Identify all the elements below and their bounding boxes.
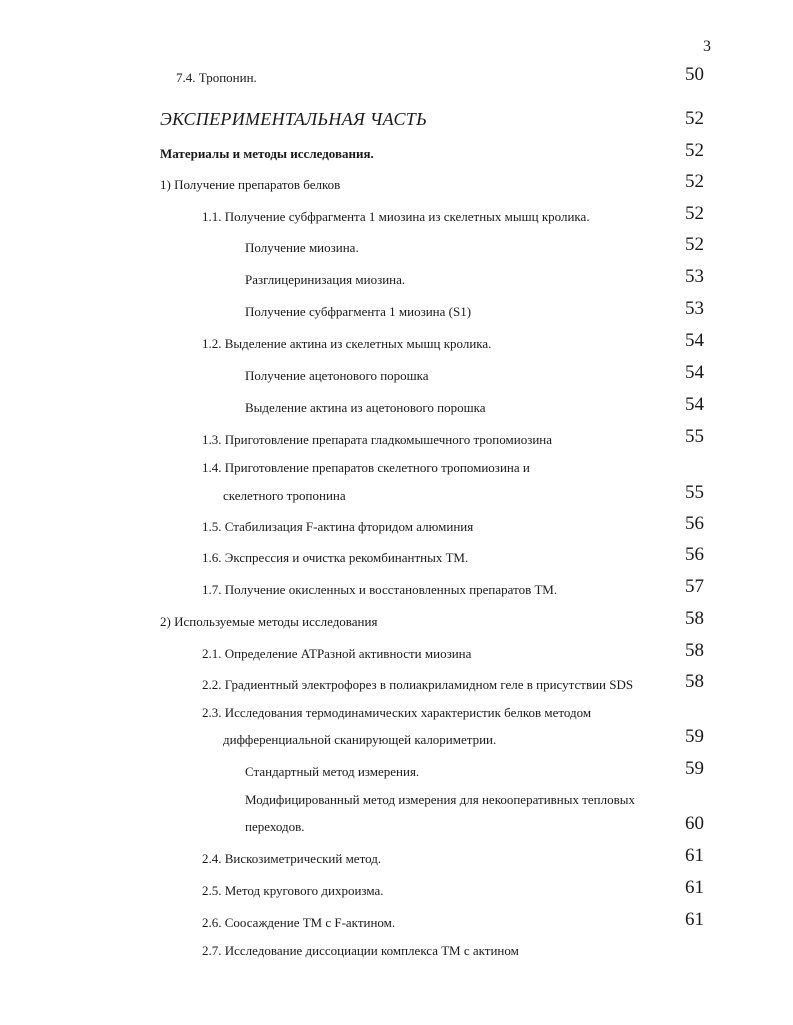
toc-entry [0, 937, 793, 961]
toc-entry [0, 845, 793, 869]
toc-entry-page: 56 [685, 544, 704, 565]
toc-entry-label: Разглицеринизация миозина. [245, 272, 406, 287]
toc-entry [0, 608, 793, 632]
toc-entry-page: 59 [685, 758, 704, 779]
toc-entry [0, 234, 793, 258]
toc-entry [0, 671, 793, 695]
toc-entry-page: 52 [685, 108, 704, 129]
toc-entry-page: 54 [685, 330, 704, 351]
toc-entry-page: 56 [685, 513, 704, 534]
toc-entry [0, 362, 793, 386]
toc-entry-label: 2.6. Соосаждение ТМ с F-актином. [202, 915, 396, 930]
toc-entry-label: дифференциальной сканирующей калориметрии. [223, 732, 497, 747]
toc-entry-page: 57 [685, 576, 704, 597]
toc-entry [0, 426, 793, 450]
toc-entry-label: 2.5. Метод кругового дихроизма. [202, 883, 384, 898]
toc-entry-page: 58 [685, 671, 704, 692]
toc-entry [0, 394, 793, 418]
toc-entry-label: 2.7. Исследование диссоциации комплекса ТМ с актином [202, 943, 519, 958]
toc-entry-continuation [0, 482, 793, 506]
toc-entry-page: 53 [685, 298, 704, 319]
toc-entry-label: 2) Используемые методы исследования [160, 614, 378, 629]
toc-entry-label: 2.3. Исследования термодинамических характеристик белков методом [202, 705, 592, 720]
toc-entry-label: 2.2. Градиентный электрофорез в полиакриламидном геле в присутствии SDS [202, 677, 634, 692]
toc-entry-label: переходов. [245, 819, 305, 834]
toc-entry [0, 699, 793, 723]
toc-entry-page: 60 [685, 813, 704, 834]
toc-entry [0, 640, 793, 664]
toc-entry-label: Материалы и методы исследования. [160, 146, 374, 161]
toc-entry-continuation [0, 726, 793, 750]
toc-entry-label: Получение миозина. [245, 240, 359, 255]
toc-entry [0, 64, 793, 88]
toc-entry-page: 52 [685, 234, 704, 255]
toc-entry [0, 544, 793, 568]
toc-entry-label: 1) Получение препаратов белков [160, 177, 341, 192]
toc-entry-label: 1.5. Стабилизация F-актина фторидом алюминия [202, 519, 474, 534]
toc-entry-label: ЭКСПЕРИМЕНТАЛЬНАЯ ЧАСТЬ [160, 109, 428, 129]
toc-entry-continuation [0, 813, 793, 837]
toc-entry-label: 1.3. Приготовление препарата гладкомышечного тропомиозина [202, 432, 553, 447]
toc-entry-page: 55 [685, 426, 704, 447]
toc-entry-label: Выделение актина из ацетонового порошка [245, 400, 486, 415]
toc-entry-page: 59 [685, 726, 704, 747]
toc-entry [0, 330, 793, 354]
toc-entry-label: Стандартный метод измерения. [245, 764, 420, 779]
toc-entry-label: 7.4. Тропонин. [176, 70, 257, 85]
page-number: 3 [703, 38, 711, 55]
toc-entry-page: 58 [685, 640, 704, 661]
toc-entry [0, 140, 793, 164]
toc-entry-label: 1.4. Приготовление препаратов скелетного тропомиозина и [202, 460, 530, 475]
toc-entry-label: 2.4. Вискозиметрический метод. [202, 851, 382, 866]
toc-entry-label: скелетного тропонина [223, 488, 346, 503]
toc-entry-page: 55 [685, 482, 704, 503]
toc-entry-label: Модифицированный метод измерения для некооперативных тепловых [245, 792, 635, 807]
toc-entry [0, 298, 793, 322]
toc-entry [0, 513, 793, 537]
toc-entry-page: 52 [685, 140, 704, 161]
toc-entry-page: 54 [685, 362, 704, 383]
toc-entry [0, 203, 793, 227]
toc-entry-label: Получение субфрагмента 1 миозина (S1) [245, 304, 472, 319]
toc-entry [0, 266, 793, 290]
toc-entry-page: 58 [685, 608, 704, 629]
toc-entry [0, 786, 793, 810]
toc-entry-label: Получение ацетонового порошка [245, 368, 429, 383]
toc-entry [0, 909, 793, 933]
toc-entry-page: 61 [685, 877, 704, 898]
toc-entry-page: 52 [685, 171, 704, 192]
toc-entry [0, 576, 793, 600]
toc-entry [0, 454, 793, 478]
toc-entry-page: 50 [685, 64, 704, 85]
toc-entry [0, 758, 793, 782]
toc-entry-page: 61 [685, 845, 704, 866]
toc-entry-page: 53 [685, 266, 704, 287]
toc-entry [0, 171, 793, 195]
toc-entry-page: 61 [685, 909, 704, 930]
toc-entry-page: 54 [685, 394, 704, 415]
toc-entry-page: 52 [685, 203, 704, 224]
toc-entry-label: 2.1. Определение АТРазной активности миозина [202, 646, 472, 661]
toc-entry-label: 1.6. Экспрессия и очистка рекомбинантных ТМ. [202, 550, 469, 565]
toc-entry-label: 1.2. Выделение актина из скелетных мышц кролика. [202, 336, 492, 351]
toc-section-heading [0, 108, 793, 132]
toc-entry [0, 877, 793, 901]
toc-entry-label: 1.7. Получение окисленных и восстановленных препаратов ТМ. [202, 582, 558, 597]
toc-entry-label: 1.1. Получение субфрагмента 1 миозина из скелетных мышц кролика. [202, 209, 590, 224]
